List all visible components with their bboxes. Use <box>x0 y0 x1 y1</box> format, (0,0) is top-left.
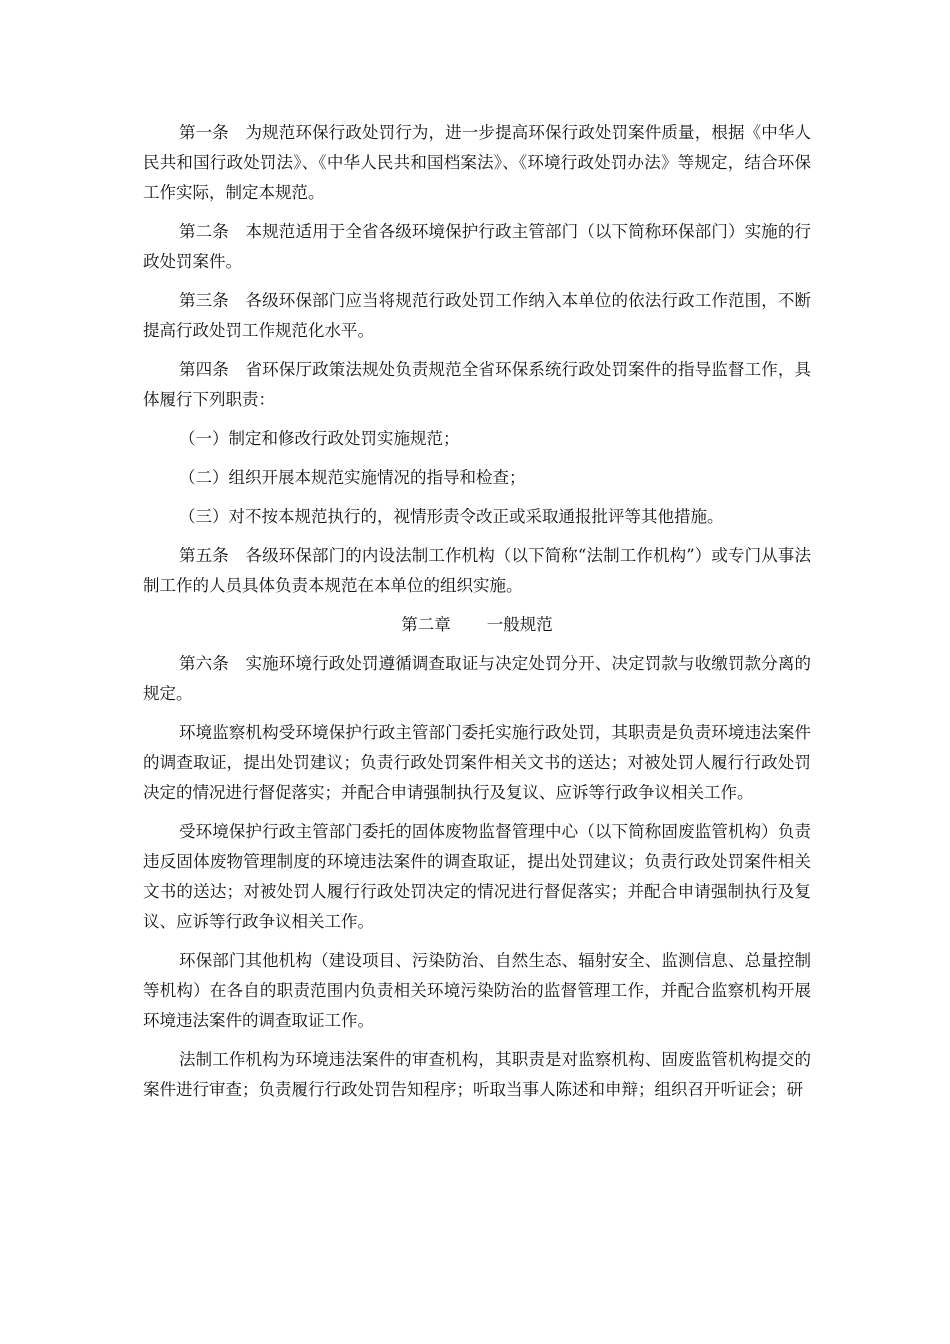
article-4-item-3: （三）对不按本规范执行的，视情形责令改正或采取通报批评等其他措施。 <box>179 507 724 526</box>
article-4-item-2: （二）组织开展本规范实施情况的指导和检查； <box>179 468 526 487</box>
article-3: 第三条 各级环保部门应当将规范行政处罚工作纳入本单位的依法行政工作范围，不断提高行政处罚工作规范化水平。 <box>143 291 811 340</box>
paragraph-legal-agency: 法制工作机构为环境违法案件的审查机构，其职责是对监察机构、固废监管机构提交的案件进行审查；负责履行行政处罚告知程序；听取当事人陈述和申辩；组织召开听证会；研 <box>143 1050 811 1099</box>
article-5: 第五条 各级环保部门的内设法制工作机构（以下简称“法制工作机构”）或专门从事法制工作的人员具体负责本规范在本单位的组织实施。 <box>143 546 811 595</box>
chapter-number: 第二章 <box>401 615 451 634</box>
document-body <box>143 118 811 1114</box>
article-2: 第二条 本规范适用于全省各级环境保护行政主管部门（以下简称环保部门）实施的行政处罚案件。 <box>143 222 811 271</box>
chapter-heading <box>143 610 811 640</box>
article-4: 第四条 省环保厅政策法规处负责规范全省环保系统行政处罚案件的指导监督工作，具体履行下列职责： <box>143 360 811 409</box>
paragraph-monitoring-agency: 环境监察机构受环境保护行政主管部门委托实施行政处罚，其职责是负责环境违法案件的调查取证，提出处罚建议；负责行政处罚案件相关文书的送达；对被处罚人履行行政处罚决定的情况进行督促落实；并配合申请强制执行及复议、应诉等行政争议相关工作。 <box>143 723 811 802</box>
article-1: 第一条 为规范环保行政处罚行为，进一步提高环保行政处罚案件质量，根据《中华人民共和国行政处罚法》、《中华人民共和国档案法》、《环境行政处罚办法》等规定，结合环保工作实际，制定本规范。 <box>143 123 811 202</box>
article-6: 第六条 实施环境行政处罚遵循调查取证与决定处罚分开、决定罚款与收缴罚款分离的规定。 <box>143 654 811 703</box>
paragraph-solid-waste-agency: 受环境保护行政主管部门委托的固体废物监督管理中心（以下简称固废监管机构）负责违反固体废物管理制度的环境违法案件的调查取证，提出处罚建议；负责行政处罚案件相关文书的送达；对被处罚人履行行政处罚决定的情况进行督促落实；并配合申请强制执行及复议、应诉等行政争议相关工作。 <box>143 822 811 931</box>
article-4-item-1: （一）制定和修改行政处罚实施规范； <box>179 429 460 448</box>
paragraph-other-agencies: 环保部门其他机构（建设项目、污染防治、自然生态、辐射安全、监测信息、总量控制等机构）在各自的职责范围内负责相关环境污染防治的监督管理工作，并配合监察机构开展环境违法案件的调查取证工作。 <box>143 951 811 1030</box>
chapter-title: 一般规范 <box>486 615 553 634</box>
